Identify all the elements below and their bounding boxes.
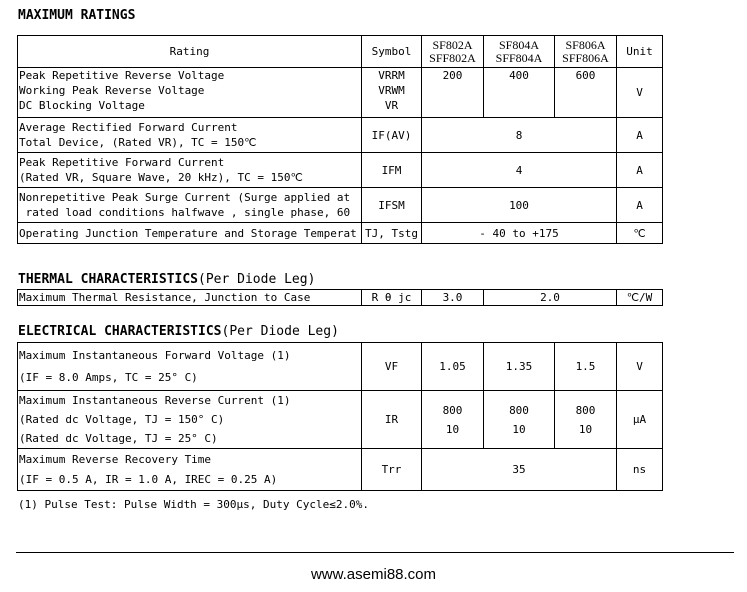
value-cell [484, 391, 555, 449]
value-cell: 3.0 [422, 290, 484, 306]
unit-cell: μA [617, 391, 663, 449]
rating-line: Average Rectified Forward Current [19, 121, 238, 134]
symbol-cell: IF(AV) [362, 118, 422, 153]
part-header-sf804a [484, 36, 555, 68]
max-ratings-header-row [18, 36, 663, 68]
value-cell: 35 [422, 449, 617, 491]
rating-line: Peak Repetitive Forward Current [19, 156, 225, 169]
symbol-cell: IFM [362, 153, 422, 188]
part-name: SFF802A [429, 50, 476, 65]
value-cell: 8 [422, 118, 617, 153]
footnote: (1) Pulse Test: Pulse Width = 300μs, Duty Cycle≤2.0%. [18, 498, 369, 511]
rating-line: (Rated dc Voltage, TJ = 150° C) [19, 413, 225, 426]
value-cell: 2.0 [484, 290, 617, 306]
value-cell: - 40 to +175 [422, 223, 617, 244]
rating-line: Nonrepetitive Peak Surge Current (Surge applied at [19, 191, 351, 204]
unit-cell: V [617, 343, 663, 391]
value-line: 10 [578, 422, 593, 436]
rating-cell [18, 68, 362, 118]
rating-line: (Rated VR, Square Wave, 20 kHz), TC = 150℃ [19, 171, 303, 184]
value-cell: 400 [484, 68, 555, 118]
table-row [18, 188, 663, 223]
rating-cell: Maximum Thermal Resistance, Junction to Case [18, 290, 362, 306]
max-ratings-table [17, 35, 663, 244]
unit-cell: A [617, 153, 663, 188]
unit-header: Unit [617, 36, 663, 68]
rating-line: Working Peak Reverse Voltage [19, 84, 205, 97]
rating-line: rated load conditions halfwave , single phase, 60 [19, 206, 351, 219]
rating-cell [18, 118, 362, 153]
rating-line: (IF = 0.5 A, IR = 1.0 A, IREC = 0.25 A) [19, 472, 278, 486]
symbol-line: VRRM [378, 69, 405, 82]
value-cell: 600 [555, 68, 617, 118]
value-cell [422, 391, 484, 449]
unit-cell: A [617, 188, 663, 223]
unit-cell: A [617, 118, 663, 153]
value-line: 800 [442, 403, 463, 417]
value-line: 800 [509, 403, 529, 417]
value-line: 10 [445, 422, 460, 436]
website-link[interactable]: www.asemi88.com [310, 566, 437, 583]
rating-cell [18, 153, 362, 188]
value-cell: 100 [422, 188, 617, 223]
table-row [18, 118, 663, 153]
rating-cell: Operating Junction Temperature and Storage Temperat [18, 223, 362, 244]
part-header-sf802a [422, 36, 484, 68]
thermal-title [18, 272, 315, 287]
part-header-sf806a [555, 36, 617, 68]
table-row [18, 290, 663, 306]
table-row [18, 343, 663, 391]
rating-cell [18, 449, 362, 491]
value-line: 10 [512, 422, 526, 436]
rating-cell [18, 343, 362, 391]
rating-line: Maximum Reverse Recovery Time [19, 452, 212, 466]
symbol-cell: Trr [362, 449, 422, 491]
rating-line: (IF = 8.0 Amps, TC = 25° C) [19, 370, 198, 384]
rating-line: Maximum Instantaneous Reverse Current (1) [19, 394, 291, 407]
symbol-cell: R θ jc [362, 290, 422, 306]
symbol-header: Symbol [362, 36, 422, 68]
symbol-line: VRWM [378, 84, 405, 97]
symbol-cell: TJ, Tstg [362, 223, 422, 244]
thermal-title-text: THERMAL CHARACTERISTICS [18, 272, 199, 287]
value-cell: 4 [422, 153, 617, 188]
value-line: 800 [575, 403, 596, 417]
symbol-cell: VF [362, 343, 422, 391]
rating-cell [18, 391, 362, 449]
rating-line: Total Device, (Rated VR), TC = 150℃ [19, 136, 257, 149]
electrical-title-text: ELECTRICAL CHARACTERISTICS [18, 324, 222, 339]
rating-line: Peak Repetitive Reverse Voltage [19, 69, 225, 82]
value-cell: 200 [422, 68, 484, 118]
table-row [18, 391, 663, 449]
rating-line: (Rated dc Voltage, TJ = 25° C) [19, 432, 218, 445]
table-row [18, 449, 663, 491]
part-name: SF802A [432, 37, 473, 52]
unit-cell: ℃ [617, 223, 663, 244]
value-cell: 1.35 [484, 343, 555, 391]
part-name: SFF804A [495, 50, 543, 65]
rating-header: Rating [18, 36, 362, 68]
electrical-subtitle: (Per Diode Leg) [221, 324, 339, 339]
symbol-cell: IR [362, 391, 422, 449]
unit-cell: ns [617, 449, 663, 491]
symbol-cell [362, 68, 422, 118]
unit-cell: V [617, 68, 663, 118]
value-cell: 1.5 [555, 343, 617, 391]
symbol-cell: IFSM [362, 188, 422, 223]
table-row [18, 153, 663, 188]
value-cell [555, 391, 617, 449]
thermal-subtitle: (Per Diode Leg) [198, 272, 316, 287]
electrical-table [17, 342, 663, 491]
part-name: SFF806A [562, 50, 609, 65]
thermal-table [17, 289, 663, 306]
part-name: SF806A [565, 37, 606, 52]
table-row [18, 223, 663, 244]
electrical-title [18, 324, 339, 339]
divider [16, 552, 734, 553]
part-name: SF804A [498, 37, 539, 52]
rating-line: Maximum Instantaneous Forward Voltage (1) [19, 348, 291, 362]
symbol-line: VR [384, 99, 399, 112]
table-row [18, 68, 663, 118]
value-cell: 1.05 [422, 343, 484, 391]
rating-line: DC Blocking Voltage [19, 99, 145, 112]
max-ratings-title: MAXIMUM RATINGS [18, 8, 136, 23]
unit-cell: ℃/W [617, 290, 663, 306]
rating-cell [18, 188, 362, 223]
